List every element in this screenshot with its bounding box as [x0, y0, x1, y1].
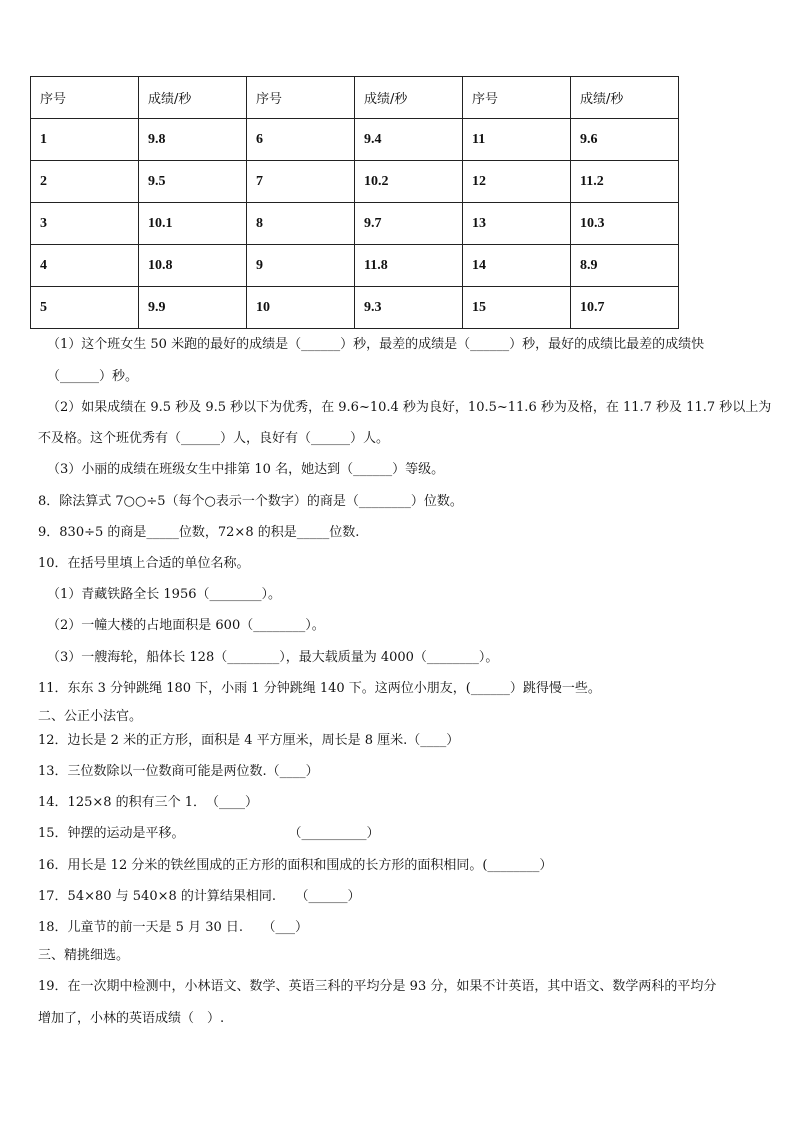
- question-10-3: （3）一艘海轮，船体长 128（________），最大载质量为 4000（________）。: [47, 650, 499, 665]
- table-row: [31, 203, 679, 245]
- table-cell: 10.2: [355, 161, 463, 203]
- question-19-line-1: 19．在一次期中检测中，小林语文、数学、英语三科的平均分是 93 分，如果不计英语，其中语文、数学两科的平均分: [38, 979, 717, 994]
- table-cell: 10.7: [571, 287, 679, 329]
- question-10-1: （1）青藏铁路全长 1956（________）。: [47, 587, 281, 602]
- table-cell: 10.3: [571, 203, 679, 245]
- question-19-line-2: 增加了，小林的英语成绩（ ）.: [38, 1011, 225, 1026]
- question-17: 17．54×80 与 540×8 的计算结果相同. （______）: [38, 889, 361, 904]
- question-12: 12．边长是 2 米的正方形，面积是 4 平方厘米，周长是 8 厘米.（____）: [38, 733, 460, 748]
- question-7-2-line-1: （2）如果成绩在 9.5 秒及 9.5 秒以下为优秀，在 9.6~10.4 秒为良好，10.5~11.6 秒为及格，在 11.7 秒及 11.7 秒以上为: [47, 400, 772, 415]
- table-cell: 8.9: [571, 245, 679, 287]
- table-row: [31, 245, 679, 287]
- table-cell: 11: [463, 119, 571, 161]
- table-cell: 11.2: [571, 161, 679, 203]
- table-cell: 9.3: [355, 287, 463, 329]
- header-cell: 序号: [247, 77, 355, 119]
- question-9: 9．830÷5 的商是_____位数，72×8 的积是_____位数.: [38, 525, 360, 540]
- table-cell: 11.8: [355, 245, 463, 287]
- table-cell: 5: [31, 287, 139, 329]
- question-7-1-line-1: （1）这个班女生 50 米跑的最好的成绩是（______）秒，最差的成绩是（______）秒，最好的成绩比最差的成绩快: [47, 337, 705, 352]
- table-row: [31, 287, 679, 329]
- question-14: 14．125×8 的积有三个 1． （____）: [38, 795, 259, 810]
- table-cell: 9.7: [355, 203, 463, 245]
- section-heading-3: 三、精挑细选。: [38, 948, 130, 963]
- table-row: [31, 119, 679, 161]
- question-18: 18．儿童节的前一天是 5 月 30 日. （___）: [38, 920, 309, 935]
- question-8: 8．除法算式 7○○÷5（每个○表示一个数字）的商是（________）位数。: [38, 494, 463, 509]
- question-15: 15．钟摆的运动是平移。 （__________）: [38, 826, 380, 841]
- table-cell: 10.1: [139, 203, 247, 245]
- question-7-3: （3）小丽的成绩在班级女生中排第 10 名，她达到（______）等级。: [47, 462, 445, 477]
- table-cell: 8: [247, 203, 355, 245]
- table-cell: 3: [31, 203, 139, 245]
- table-cell: 9.6: [571, 119, 679, 161]
- question-10: 10．在括号里填上合适的单位名称。: [38, 556, 250, 571]
- header-cell: 序号: [31, 77, 139, 119]
- header-cell: 成绩/秒: [139, 77, 247, 119]
- header-cell: 成绩/秒: [355, 77, 463, 119]
- table-cell: 9: [247, 245, 355, 287]
- table-cell: 4: [31, 245, 139, 287]
- table-cell: 1: [31, 119, 139, 161]
- question-10-2: （2）一幢大楼的占地面积是 600（________）。: [47, 618, 325, 633]
- table-cell: 13: [463, 203, 571, 245]
- table-cell: 9.5: [139, 161, 247, 203]
- table-cell: 9.9: [139, 287, 247, 329]
- header-cell: 序号: [463, 77, 571, 119]
- table-cell: 14: [463, 245, 571, 287]
- table-cell: 10: [247, 287, 355, 329]
- table-cell: 7: [247, 161, 355, 203]
- question-11: 11．东东 3 分钟跳绳 180 下，小雨 1 分钟跳绳 140 下。这两位小朋友，(______）跳得慢一些。: [38, 681, 601, 696]
- table-header-row: [31, 77, 679, 119]
- table-cell: 15: [463, 287, 571, 329]
- table-cell: 2: [31, 161, 139, 203]
- table-cell: 9.4: [355, 119, 463, 161]
- table-row: [31, 161, 679, 203]
- section-heading-2: 二、公正小法官。: [38, 709, 143, 724]
- score-table: [30, 76, 679, 329]
- table-cell: 10.8: [139, 245, 247, 287]
- question-7-2-line-2: 不及格。这个班优秀有（______）人，良好有（______）人。: [38, 431, 390, 446]
- table-cell: 6: [247, 119, 355, 161]
- table-cell: 9.8: [139, 119, 247, 161]
- table-cell: 12: [463, 161, 571, 203]
- question-13: 13．三位数除以一位数商可能是两位数.（____）: [38, 764, 319, 779]
- question-16: 16．用长是 12 分米的铁丝围成的正方形的面积和围成的长方形的面积相同。(________）: [38, 858, 553, 873]
- header-cell: 成绩/秒: [571, 77, 679, 119]
- question-7-1-line-2: （______）秒。: [47, 369, 139, 384]
